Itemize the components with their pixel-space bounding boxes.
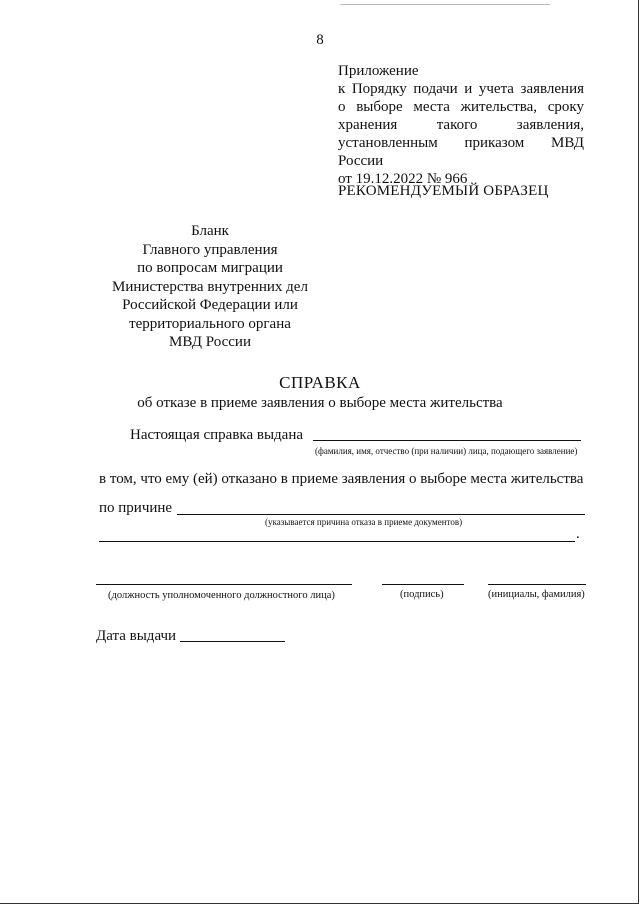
appendix-block (338, 62, 584, 188)
sample-label: РЕКОМЕНДУЕМЫЙ ОБРАЗЕЦ (338, 183, 549, 199)
issued-to-caption: (фамилия, имя, отчество (при наличии) лица, подающего заявление) (315, 446, 578, 456)
blank-header-line-7: МВД России (169, 334, 251, 350)
signature-caption: (подпись) (400, 589, 444, 600)
blank-header-line-6: территориального органа (129, 315, 291, 332)
issue-date-field[interactable] (180, 641, 285, 642)
appendix-line-2: к Порядку подачи и учета заявления (338, 81, 584, 97)
blank-header-line-1: Бланк (191, 223, 229, 239)
appendix-line-4: хранения такого заявления, (338, 117, 584, 133)
appendix-line-1: Приложение (338, 63, 419, 79)
page-number: 8 (316, 32, 324, 48)
reason-caption: (указывается причина отказа в приеме документов) (265, 517, 463, 527)
issued-to-field[interactable] (313, 440, 581, 441)
position-field[interactable] (96, 584, 352, 585)
document-title: СПРАВКА (279, 373, 361, 392)
name-caption: (инициалы, фамилия) (488, 589, 585, 600)
scan-artifact-line (340, 4, 550, 5)
signature-field[interactable] (382, 584, 464, 585)
blank-header-line-4: Министерства внутренних дел (112, 278, 308, 295)
appendix-line-5: установленным приказом МВД России (338, 135, 584, 169)
document-subtitle: об отказе в приеме заявления о выборе места жительства (137, 395, 503, 411)
issue-date-label: Дата выдачи (96, 628, 177, 644)
name-field[interactable] (488, 584, 586, 585)
blank-header (100, 222, 320, 352)
appendix-line-6: от 19.12.2022 № 966 (338, 171, 468, 187)
position-caption: (должность уполномоченного должностного лица) (108, 590, 335, 601)
blank-header-line-3: по вопросам миграции (137, 260, 283, 276)
refusal-statement: в том, что ему (ей) отказано в приеме заявления о выборе места жительства (99, 471, 584, 487)
reason-end-mark: . (576, 526, 580, 542)
reason-label: по причине (99, 500, 173, 516)
reason-field-continued[interactable] (99, 541, 575, 542)
blank-header-line-5: Российской Федерации или (122, 297, 298, 313)
issued-to-label: Настоящая справка выдана (130, 427, 304, 443)
reason-field[interactable] (177, 514, 585, 515)
appendix-line-3: о выборе места жительства, сроку (338, 99, 584, 115)
blank-header-line-2: Главного управления (142, 241, 278, 258)
